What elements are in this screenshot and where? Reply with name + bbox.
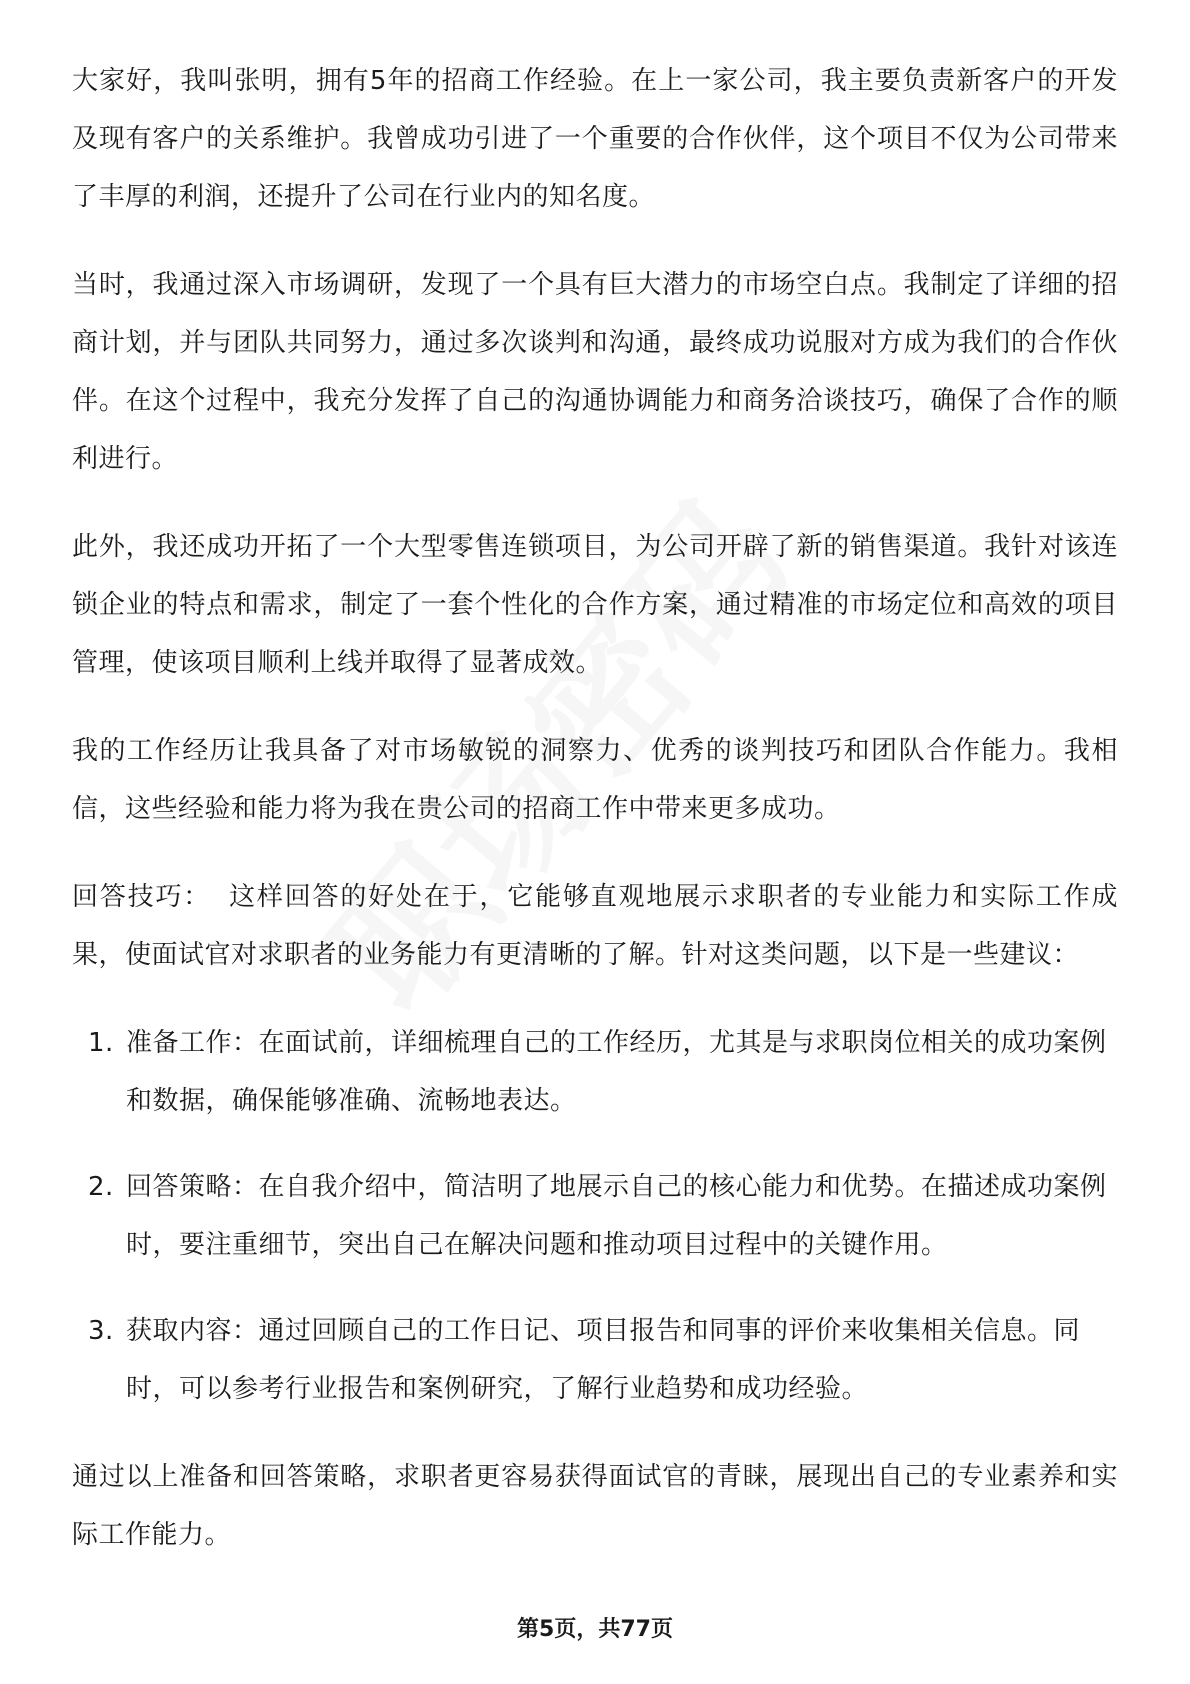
suggestion-list: [72, 1014, 1118, 1418]
answer-tips: [72, 868, 1118, 984]
list-item: [72, 1302, 1118, 1418]
list-item: [72, 1158, 1118, 1274]
list-item-number: 3.: [88, 1316, 114, 1346]
answer-tips-text: 这样回答的好处在于，它能够直观地展示求职者的专业能力和实际工作成果，使面试官对求职者的业务能力有更清晰的了解。针对这类问题，以下是一些建议：: [72, 882, 1118, 970]
list-item-text: 获取内容：通过回顾自己的工作日记、项目报告和同事的评价来收集相关信息。同时，可以参考行业报告和案例研究，了解行业趋势和成功经验。: [126, 1316, 1081, 1404]
list-item-text: 准备工作：在面试前，详细梳理自己的工作经历，尤其是与求职岗位相关的成功案例和数据，确保能够准确、流畅地表达。: [126, 1028, 1107, 1116]
list-item-number: 2.: [88, 1172, 114, 1202]
paragraph-intro: 大家好，我叫张明，拥有5年的招商工作经验。在上一家公司，我主要负责新客户的开发及现有客户的关系维护。我曾成功引进了一个重要的合作伙伴，这个项目不仅为公司带来了丰厚的利润，还提升了公司在行业内的知名度。: [72, 66, 1118, 212]
list-item-text: 回答策略：在自我介绍中，简洁明了地展示自己的核心能力和优势。在描述成功案例时，要注重细节，突出自己在解决问题和推动项目过程中的关键作用。: [126, 1172, 1107, 1260]
document-body: [72, 52, 1118, 1594]
paragraph-case-1: 当时，我通过深入市场调研，发现了一个具有巨大潜力的市场空白点。我制定了详细的招商计划，并与团队共同努力，通过多次谈判和沟通，最终成功说服对方成为我们的合作伙伴。在这个过程中，我充分发挥了自己的沟通协调能力和商务洽谈技巧，确保了合作的顺利进行。: [72, 270, 1118, 474]
list-item-number: 1.: [88, 1028, 114, 1058]
list-item: [72, 1014, 1118, 1130]
page-footer: 第5页，共77页: [517, 1617, 673, 1642]
paragraph-conclusion: 通过以上准备和回答策略，求职者更容易获得面试官的青睐，展现出自己的专业素养和实际工作能力。: [72, 1462, 1118, 1550]
paragraph-case-2: 此外，我还成功开拓了一个大型零售连锁项目，为公司开辟了新的销售渠道。我针对该连锁企业的特点和需求，制定了一套个性化的合作方案，通过精准的市场定位和高效的项目管理，使该项目顺利上线并取得了显著成效。: [72, 532, 1118, 678]
answer-tips-label: 回答技巧：: [72, 882, 212, 912]
paragraph-summary: 我的工作经历让我具备了对市场敏锐的洞察力、优秀的谈判技巧和团队合作能力。我相信，这些经验和能力将为我在贵公司的招商工作中带来更多成功。: [72, 736, 1118, 824]
